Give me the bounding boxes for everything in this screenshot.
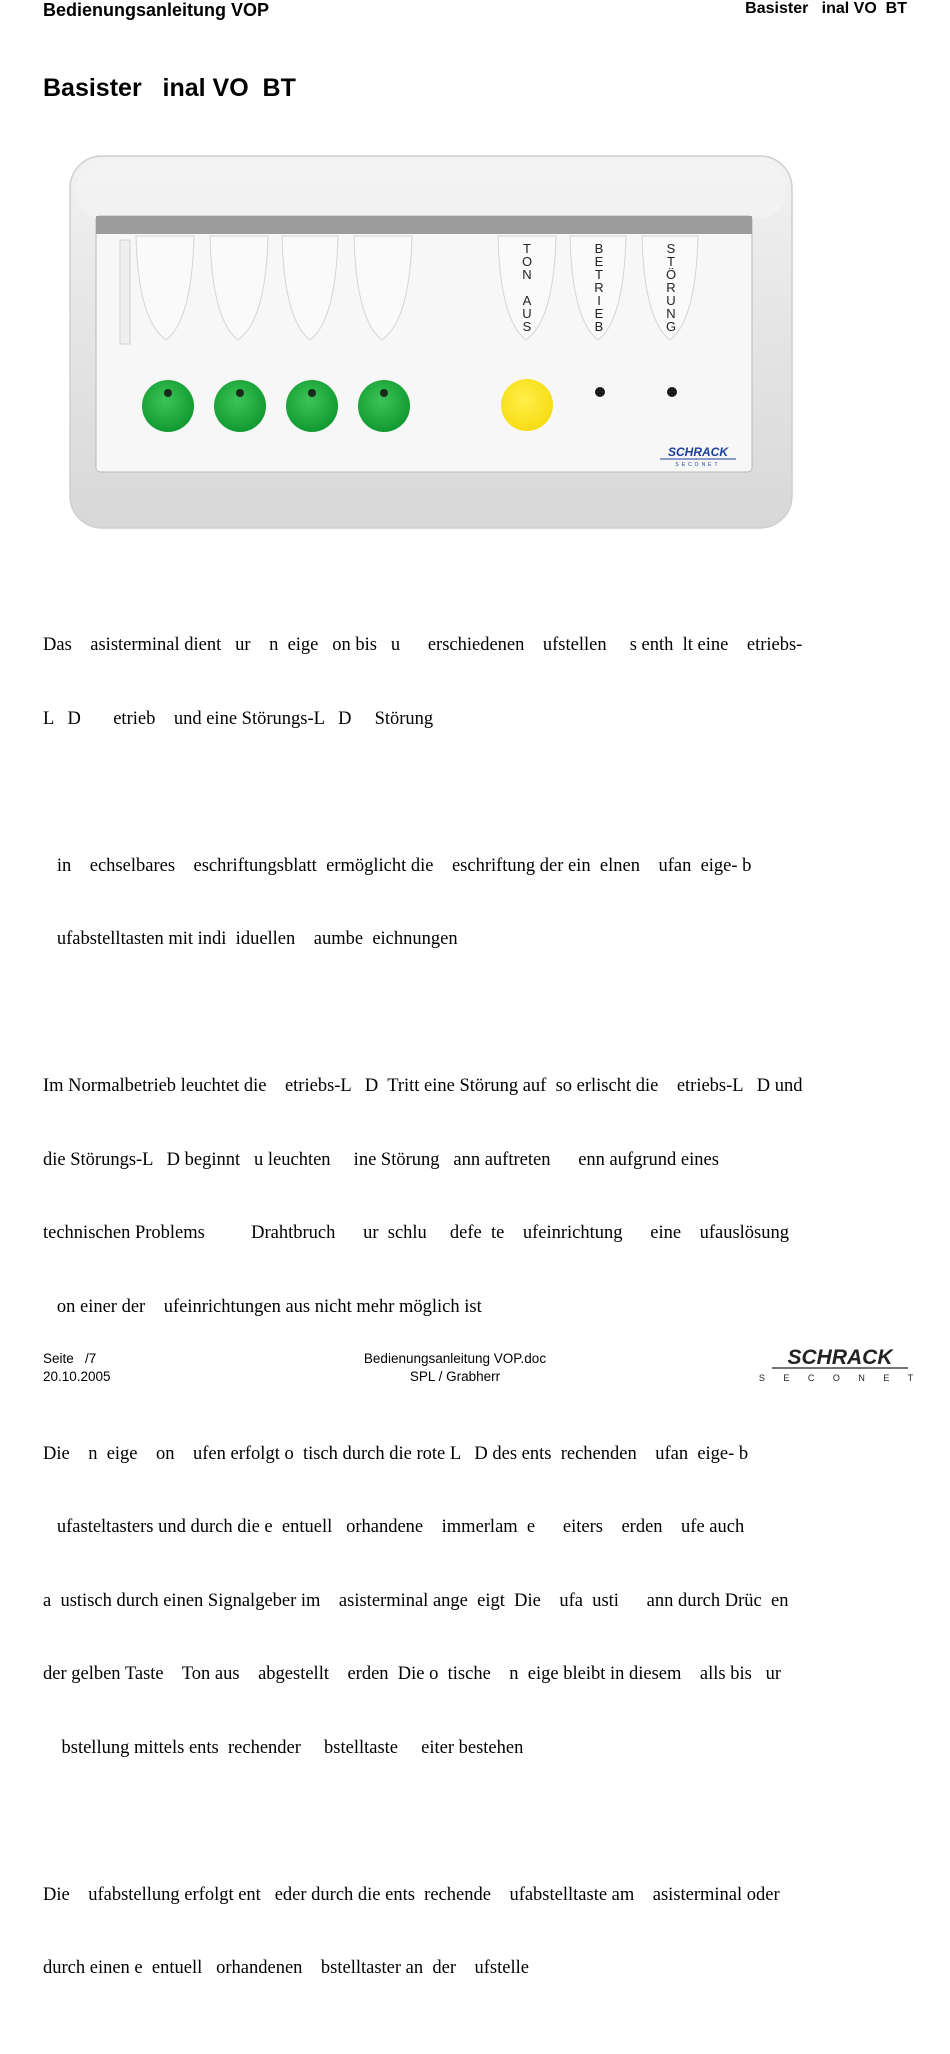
basisterminal-device-image — [62, 150, 802, 540]
svg-text:B: B — [594, 319, 604, 334]
page-title: Basister inal VO BT — [43, 74, 296, 102]
call-button-3 — [286, 380, 338, 432]
svg-text:O: O — [521, 254, 533, 269]
footer-date: 20.10.2005 — [43, 1369, 111, 1384]
header-section-title: Basister inal VO BT — [745, 0, 907, 17]
footer-document-info — [300, 1350, 610, 1386]
header-document-title: Bedienungsanleitung VOP — [43, 0, 270, 20]
svg-text:S E C O N E T: S E C O N E T — [758, 1373, 922, 1383]
footer-page-number: Seite /7 — [43, 1351, 97, 1366]
schrack-logo — [758, 1346, 922, 1386]
text-line: technischen Problems Drahtbruch ur schlu defe te ufeinrichtung eine ufauslösung — [43, 1223, 789, 1243]
paragraph-4 — [43, 1393, 913, 1810]
text-line: in echselbares eschriftungsblatt ermöglicht die eschriftung der ein elnen ufan eige- b — [43, 855, 752, 876]
text-line: a ustisch durch einen Signalgeber im asisterminal ange eigt Die ufa usti ann durch Drüc en — [43, 1590, 789, 1611]
text-line: Die ufabstellung erfolgt ent eder durch die ents rechende ufabstelltaste am asisterminal oder — [43, 1884, 780, 1905]
svg-text:T: T — [667, 254, 675, 269]
paragraph-2 — [43, 805, 913, 1001]
text-line: bstellung mittels ents rechender bstelltaste eiter bestehen — [43, 1737, 524, 1758]
text-line: ufasteltasters und durch die e entuell orhandene immerlam e eiters erden ufe auch — [43, 1517, 745, 1537]
text-line: durch einen e entuell orhandenen bstelltaster an der ufstelle — [43, 1958, 529, 1978]
paragraph-3 — [43, 1025, 913, 1368]
svg-text:R: R — [666, 280, 676, 295]
svg-text:SCHRACK: SCHRACK — [787, 1346, 893, 1369]
svg-text:SECONET: SECONET — [675, 462, 721, 468]
text-line: on einer der ufeinrichtungen aus nicht mehr möglich ist — [43, 1296, 482, 1317]
svg-text:N: N — [666, 306, 676, 321]
svg-text:U: U — [666, 293, 676, 308]
svg-text:R: R — [594, 280, 604, 295]
text-line: der gelben Taste Ton aus abgestellt erden Die o tische n eige bleibt in diesem alls bis ur — [43, 1664, 782, 1684]
body-text — [43, 584, 913, 2054]
svg-text:S: S — [522, 319, 532, 334]
betrieb-led — [595, 387, 605, 397]
svg-text:B: B — [594, 241, 604, 256]
call-button-4 — [358, 380, 410, 432]
svg-text:T: T — [523, 241, 531, 256]
footer-page-info — [43, 1350, 111, 1386]
text-line: ufabstelltasten mit indi iduellen aumbe eichnungen — [43, 929, 458, 949]
svg-text:A: A — [522, 293, 532, 308]
svg-text:T: T — [595, 267, 603, 282]
footer-filename: Bedienungsanleitung VOP.doc — [363, 1351, 547, 1366]
svg-text:G: G — [665, 319, 677, 334]
svg-text:U: U — [522, 306, 532, 321]
svg-text:E: E — [594, 306, 604, 321]
svg-text:E: E — [594, 254, 604, 269]
call-button-2 — [214, 380, 266, 432]
text-line: L D etrieb und eine Störungs-L D Störung — [43, 708, 434, 729]
paragraph-5 — [43, 1834, 913, 2030]
svg-text:SCHRACK: SCHRACK — [668, 445, 728, 459]
svg-text:Ö: Ö — [665, 267, 677, 282]
svg-text:S: S — [666, 241, 676, 256]
text-line: Das asisterminal dient ur n eige on bis u erschiedenen ufstellen s enth lt eine etriebs- — [43, 635, 803, 655]
svg-text:I: I — [597, 293, 601, 308]
ton-aus-button — [501, 379, 553, 431]
stoerung-led — [667, 387, 677, 397]
text-line: die Störungs-L D beginnt u leuchten ine Störung ann auftreten enn aufgrund eines — [43, 1149, 719, 1170]
call-button-1 — [142, 380, 194, 432]
paragraph-1 — [43, 584, 913, 780]
svg-text:N: N — [522, 267, 532, 282]
text-line: Die n eige on ufen erfolgt o tisch durch die rote L D des ents rechenden ufan eige- b — [43, 1443, 749, 1464]
footer-author: SPL / Grabherr — [409, 1369, 501, 1384]
text-line: Im Normalbetrieb leuchtet die etriebs-L D Tritt eine Störung auf so erlischt die etriebs-L D und — [43, 1076, 803, 1096]
